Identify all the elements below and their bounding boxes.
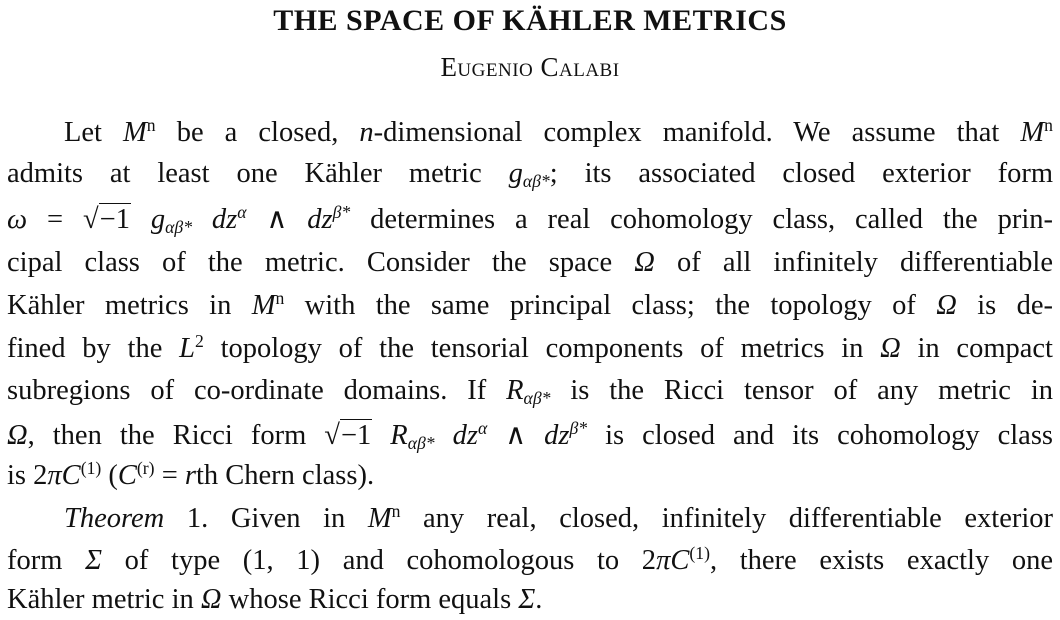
text-line-2: admits at least one Kähler metric $g_{\alpha\beta*}$; its associated closed exterior form	[7, 158, 1054, 192]
text-line-3: ω = √−1 $g_{\alpha\beta*}$ $dz^\alpha$ ∧ $dz^{\beta*}$ determines a real cohomology class, called the prin-	[7, 202, 1054, 238]
square-root: √−1	[324, 420, 372, 451]
text-line-9: is $2\pi C^{(1)}$ ($C^{(r)}$ = rth Chern class).	[7, 458, 375, 491]
paper-title: THE SPACE OF KÄHLER METRICS	[273, 4, 787, 37]
text-line-8: Ω, then the Ricci form √−1 $R_{\alpha\beta*}$ $dz^\alpha$ ∧ $dz^{\beta*}$ is closed and its cohomology class	[7, 418, 1053, 454]
theorem-line-2: form Σ of type (1, 1) and cohomologous to $2\pi C^{(1)}$, there exists exactly one	[7, 543, 1054, 576]
theorem-line-3: Kähler metric in Ω whose Ricci form equals Σ.	[7, 584, 543, 615]
theorem-label: Theorem	[64, 503, 165, 534]
square-root: √−1	[83, 204, 130, 235]
theorem-line-1: Theorem 1. Given in $M^n$ any real, closed, infinitely differentiable exterior	[64, 501, 1053, 534]
text-line-5: Kähler metrics in $M^n$ with the same principal class; the topology of Ω is de-	[7, 288, 1053, 321]
text-line-4: cipal class of the metric. Consider the space Ω of all infinitely differentiable	[7, 247, 1053, 278]
text-line-1: Let $M^n$ be a closed, n-dimensional complex manifold. We assume that $M^n$	[64, 115, 1053, 148]
text-line-6: fined by the $L^2$ topology of the tensorial components of metrics in Ω in compact	[7, 331, 1053, 364]
author-name: Eugenio Calabi	[440, 52, 620, 82]
text-line-7: subregions of co-ordinate domains. If $R_{\alpha\beta*}$ is the Ricci tensor of any metric in	[7, 375, 1053, 409]
